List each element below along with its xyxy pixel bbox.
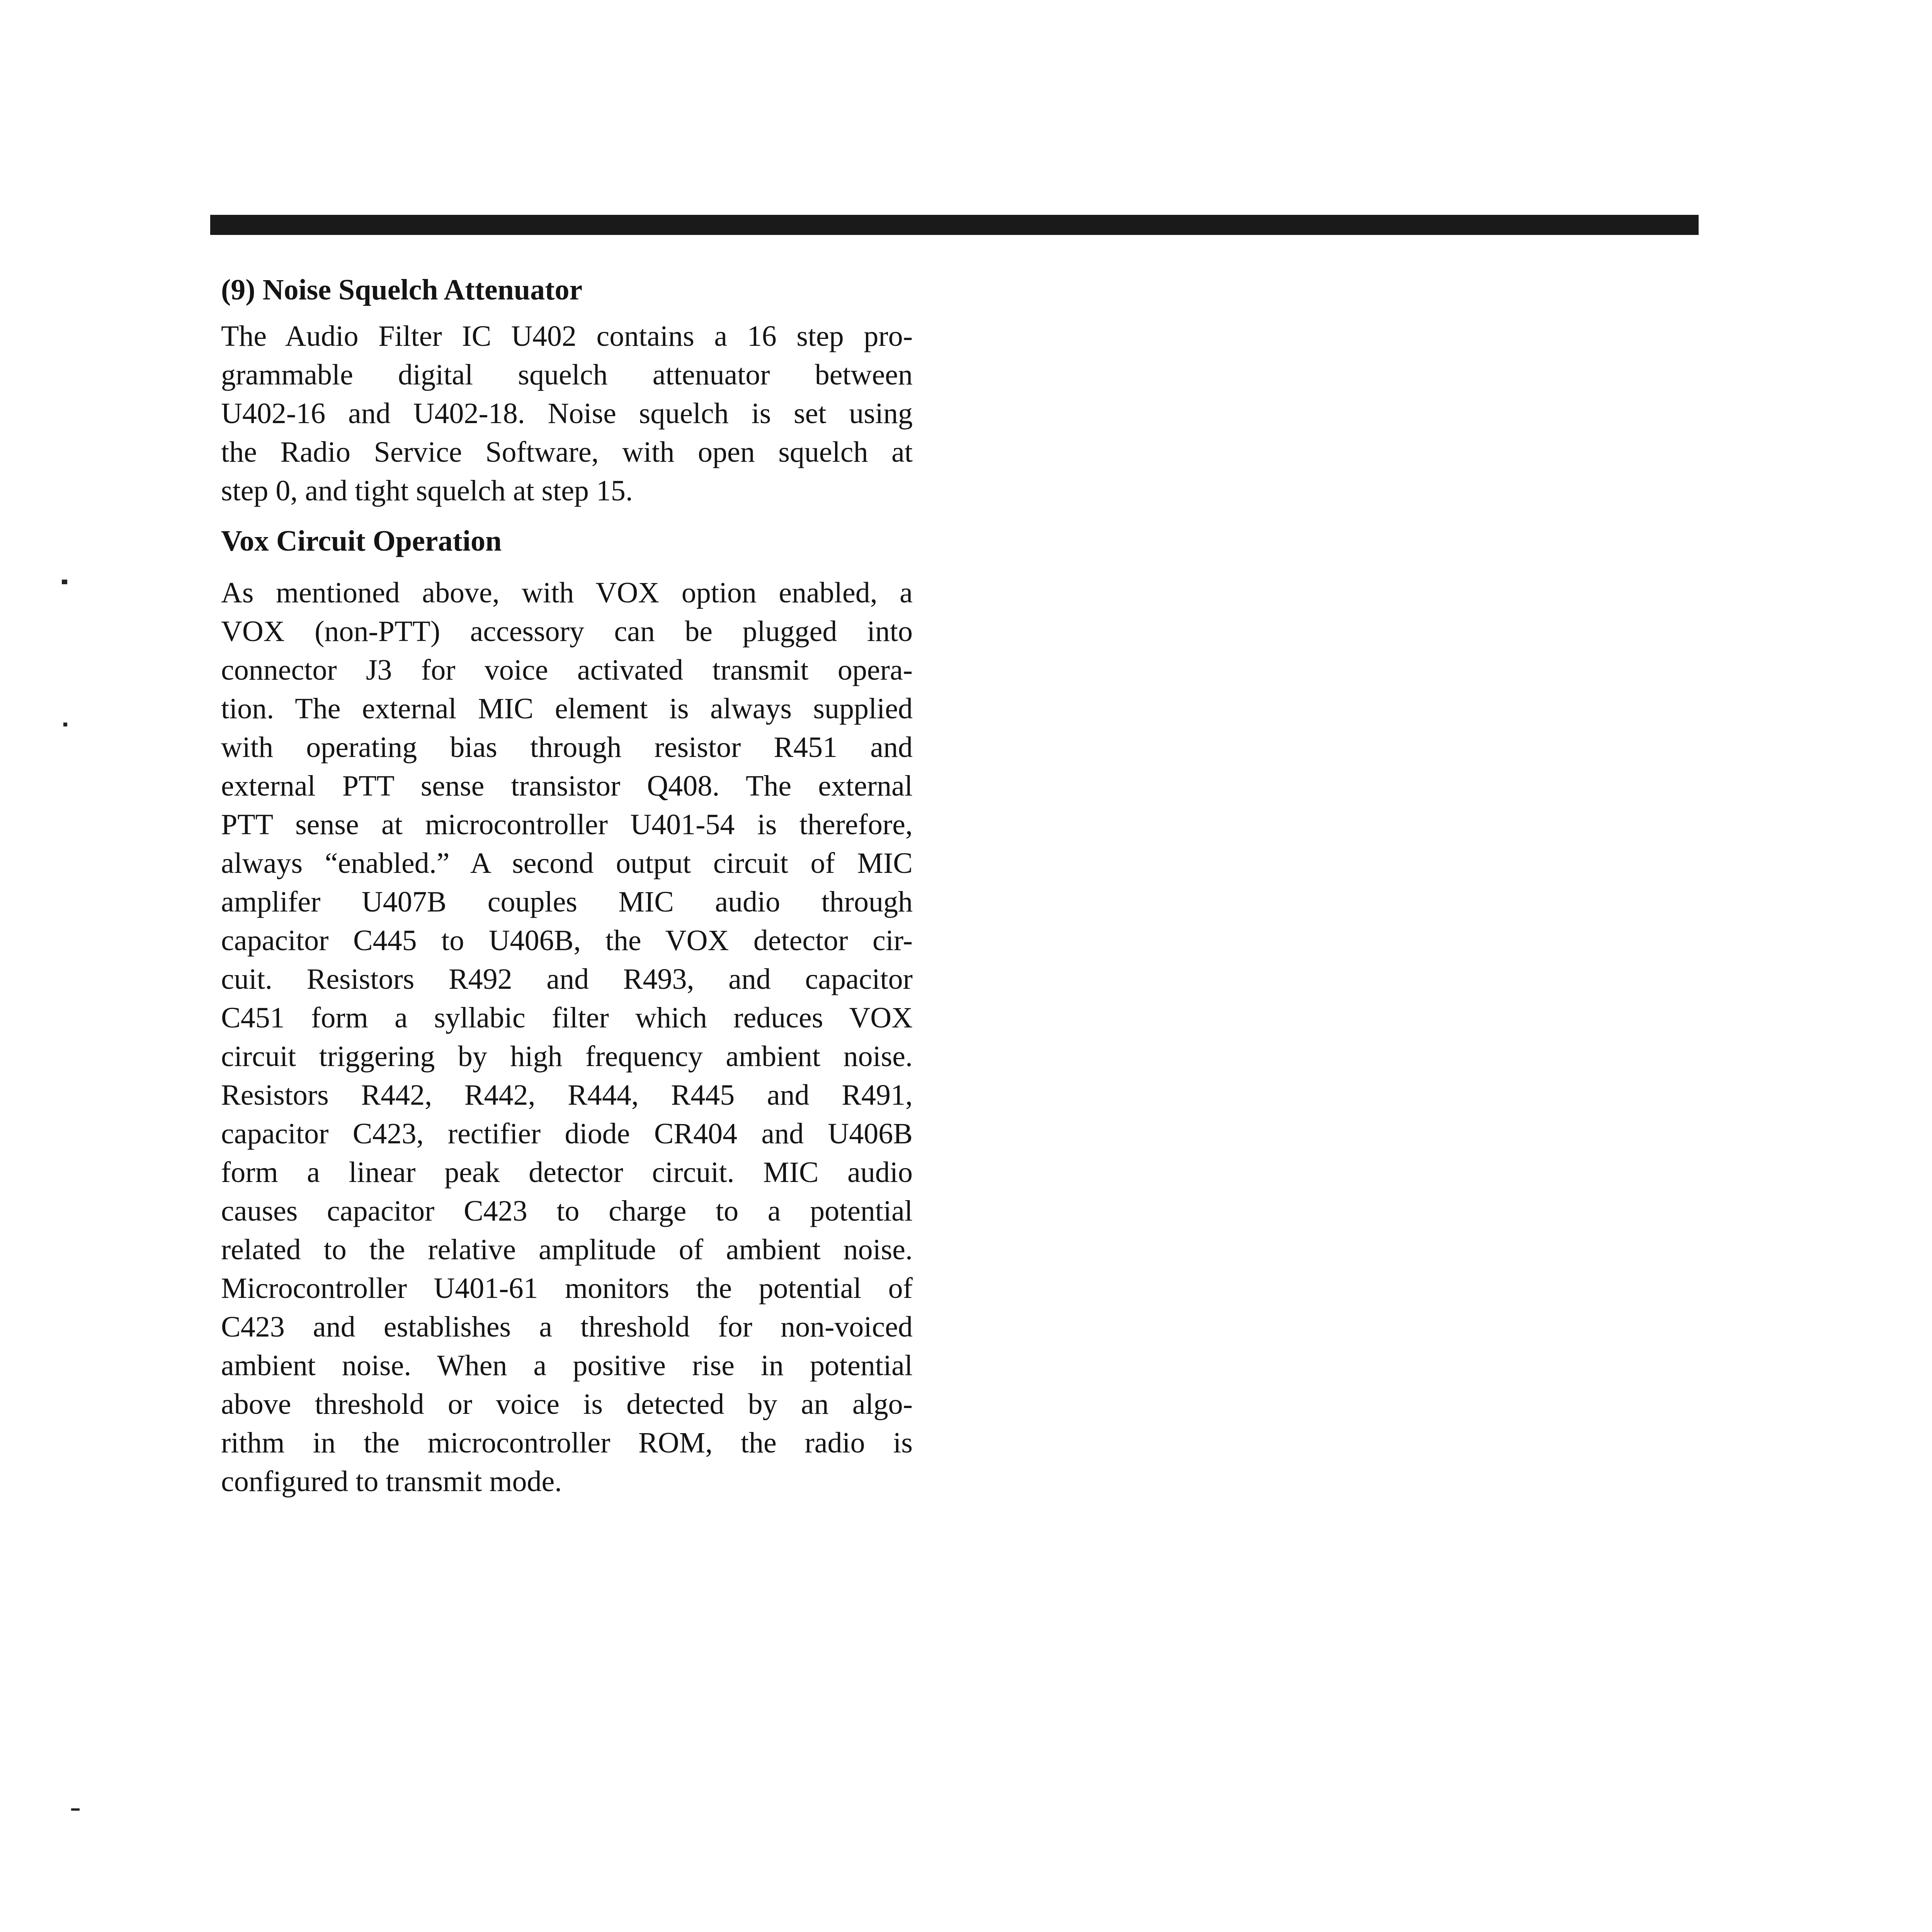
text-line: external PTT sense transistor Q408. The external xyxy=(221,770,913,802)
scan-mark xyxy=(62,580,67,584)
text-line: configured to transmit mode. xyxy=(221,1465,562,1498)
text-line: amplifer U407B couples MIC audio through xyxy=(221,886,913,918)
text-line: the Radio Service Software, with open squelch at xyxy=(221,436,913,468)
text-line: tion. The external MIC element is always supplied xyxy=(221,692,913,725)
text-line: Microcontroller U401-61 monitors the potential of xyxy=(221,1272,913,1304)
text-line: grammable digital squelch attenuator between xyxy=(221,359,913,391)
text-line: with operating bias through resistor R451 and xyxy=(221,731,913,764)
scan-mark xyxy=(71,1808,80,1811)
text-line: U402-16 and U402-18. Noise squelch is set using xyxy=(221,397,913,430)
paragraph-vox xyxy=(221,573,913,1501)
text-line: related to the relative amplitude of ambient noise. xyxy=(221,1233,913,1266)
text-column xyxy=(221,270,913,1510)
text-line: cuit. Resistors R492 and R493, and capacitor xyxy=(221,963,913,995)
text-line: VOX (non-PTT) accessory can be plugged into xyxy=(221,615,913,648)
text-line: causes capacitor C423 to charge to a potential xyxy=(221,1195,913,1227)
text-line: The Audio Filter IC U402 contains a 16 step pro- xyxy=(221,320,913,352)
text-line: above threshold or voice is detected by an algo- xyxy=(221,1388,913,1420)
text-line: connector J3 for voice activated transmit opera- xyxy=(221,654,913,686)
text-line: rithm in the microcontroller ROM, the radio is xyxy=(221,1427,913,1459)
section-heading-noise-squelch: (9) Noise Squelch Attenuator xyxy=(221,274,583,306)
top-rule xyxy=(210,215,1699,235)
text-line: PTT sense at microcontroller U401-54 is therefore, xyxy=(221,808,913,841)
text-line: circuit triggering by high frequency ambient noise. xyxy=(221,1040,913,1073)
text-line: Resistors R442, R442, R444, R445 and R491, xyxy=(221,1079,913,1111)
text-line: C423 and establishes a threshold for non-voiced xyxy=(221,1311,913,1343)
text-line: capacitor C423, rectifier diode CR404 and U406B xyxy=(221,1117,913,1150)
paragraph-noise-squelch xyxy=(221,317,913,510)
text-line: capacitor C445 to U406B, the VOX detector cir- xyxy=(221,924,913,957)
scan-mark xyxy=(63,723,67,726)
text-line: ambient noise. When a positive rise in potential xyxy=(221,1349,913,1382)
text-line: step 0, and tight squelch at step 15. xyxy=(221,474,633,507)
text-line: As mentioned above, with VOX option enabled, a xyxy=(221,577,913,609)
text-line: C451 form a syllabic filter which reduces VOX xyxy=(221,1002,913,1034)
section-heading-vox: Vox Circuit Operation xyxy=(221,525,502,557)
text-line: always “enabled.” A second output circuit of MIC xyxy=(221,847,913,879)
text-line: form a linear peak detector circuit. MIC audio xyxy=(221,1156,913,1189)
